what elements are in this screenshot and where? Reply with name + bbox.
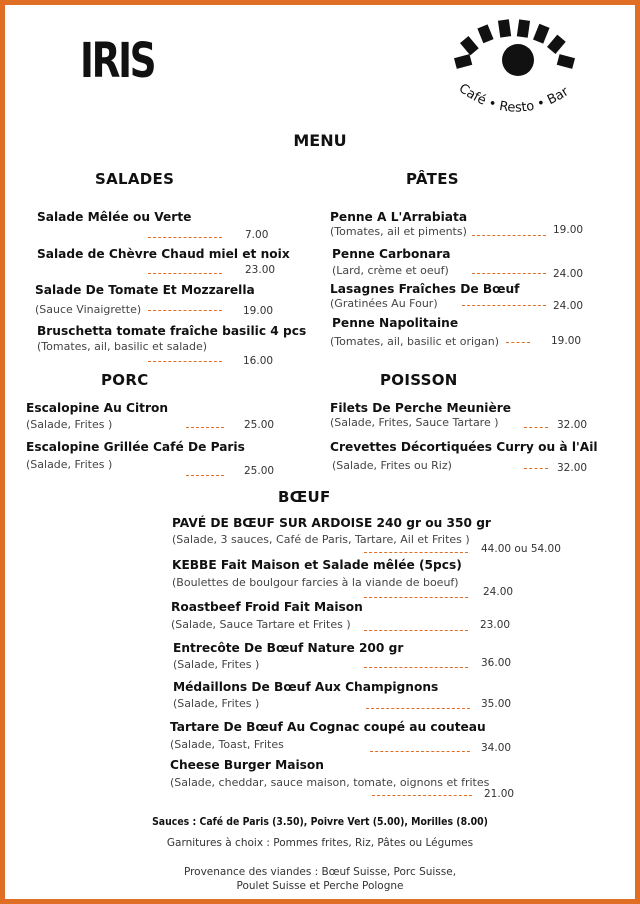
menu-item-price: 32.00 — [557, 419, 588, 431]
price-leader — [148, 361, 222, 362]
price-leader — [364, 630, 468, 631]
price-leader — [472, 273, 546, 274]
menu-item-name: PAVÉ DE BŒUF SUR ARDOISE 240 gr ou 350 gr — [172, 516, 491, 530]
menu-item-name: Penne A L'Arrabiata — [330, 210, 468, 224]
menu-item-price: 19.00 — [553, 224, 584, 236]
price-leader — [186, 475, 224, 476]
menu-item-name: Entrecôte De Bœuf Nature 200 gr — [173, 641, 404, 655]
menu-item-price: 25.00 — [244, 419, 275, 431]
provenance-note-line2: Poulet Suisse et Perche Pologne — [236, 880, 404, 892]
menu-item-desc: (Salade, Frites ) — [173, 697, 260, 710]
price-leader — [366, 708, 470, 709]
iris-logo — [450, 18, 590, 133]
menu-item-price: 36.00 — [481, 657, 512, 669]
price-leader — [148, 273, 222, 274]
menu-item-desc: (Sauce Vinaigrette) — [35, 303, 142, 316]
menu-item-desc: (Salade, Sauce Tartare et Frites ) — [171, 618, 351, 631]
menu-item-price: 7.00 — [245, 229, 269, 241]
menu-title: MENU — [293, 131, 347, 150]
menu-item-price: 23.00 — [245, 264, 276, 276]
garnitures-note: Garnitures à choix : Pommes frites, Riz, Pâtes ou Légumes — [166, 837, 474, 849]
menu-item-name: Penne Napolitaine — [332, 316, 459, 330]
price-leader — [364, 597, 468, 598]
price-leader — [524, 427, 548, 428]
menu-item-name: Escalopine Grillée Café De Paris — [26, 440, 245, 454]
menu-item-name: Salade de Chèvre Chaud miel et noix — [37, 247, 290, 261]
menu-item-name: Salade De Tomate Et Mozzarella — [35, 283, 255, 297]
price-leader — [372, 795, 472, 796]
menu-item-price: 19.00 — [551, 335, 582, 347]
menu-item-price: 24.00 — [483, 586, 514, 598]
price-leader — [472, 235, 546, 236]
menu-item-name: Lasagnes Fraîches De Bœuf — [330, 282, 520, 296]
menu-item-name: Penne Carbonara — [332, 247, 451, 261]
price-leader — [370, 751, 470, 752]
menu-item-desc: (Tomates, ail, basilic et salade) — [37, 340, 208, 353]
price-leader — [186, 427, 224, 428]
price-leader — [462, 305, 546, 306]
menu-item-price: 34.00 — [481, 742, 512, 754]
price-leader — [364, 552, 468, 553]
price-leader — [506, 342, 530, 343]
menu-item-name: Escalopine Au Citron — [26, 401, 169, 415]
menu-item-price: 19.00 — [243, 305, 274, 317]
menu-item-desc: (Salade, Toast, Frites — [170, 738, 284, 751]
menu-item-desc: (Salade, Frites ou Riz) — [332, 459, 452, 472]
menu-item-desc: (Tomates, ail et piments) — [330, 225, 467, 238]
menu-item-desc: (Salade, cheddar, sauce maison, tomate, oignons et frites — [170, 776, 490, 789]
section-title-porc: PORC — [101, 371, 149, 389]
menu-item-desc: (Salade, 3 sauces, Café de Paris, Tartare, Ail et Frites ) — [172, 533, 470, 546]
menu-item-name: Cheese Burger Maison — [170, 758, 324, 772]
menu-item-desc: (Lard, crème et oeuf) — [332, 264, 449, 277]
menu-item-price: 24.00 — [553, 300, 584, 312]
menu-item-name: Crevettes Décortiquées Curry ou à l'Ail — [330, 440, 598, 454]
brand-name: IRIS — [80, 33, 155, 89]
section-title-boeuf: BŒUF — [278, 488, 331, 506]
menu-item-name: Médaillons De Bœuf Aux Champignons — [173, 680, 439, 694]
menu-item-price: 16.00 — [243, 355, 274, 367]
menu-item-name: Salade Mêlée ou Verte — [37, 210, 192, 224]
price-leader — [524, 468, 548, 469]
menu-item-name: Bruschetta tomate fraîche basilic 4 pcs — [37, 324, 307, 338]
section-title-salades: SALADES — [95, 170, 175, 188]
price-leader — [148, 237, 222, 238]
menu-item-price: 35.00 — [481, 698, 512, 710]
menu-item-desc: (Salade, Frites ) — [26, 418, 113, 431]
menu-item-name: Roastbeef Froid Fait Maison — [171, 600, 363, 614]
menu-item-name: Tartare De Bœuf Au Cognac coupé au couteau — [170, 720, 486, 734]
section-title-pates: PÂTES — [406, 170, 459, 188]
menu-item-desc: (Salade, Frites ) — [26, 458, 113, 471]
menu-item-name: Filets De Perche Meunière — [330, 401, 511, 415]
menu-item-price: 25.00 — [244, 465, 275, 477]
menu-item-desc: (Salade, Frites, Sauce Tartare ) — [330, 416, 499, 429]
sauces-note: Sauces : Café de Paris (3.50), Poivre Vert (5.00), Morilles (8.00) — [152, 815, 488, 828]
menu-item-name: KEBBE Fait Maison et Salade mêlée (5pcs) — [172, 558, 462, 572]
menu-item-desc: (Tomates, ail, basilic et origan) — [330, 335, 500, 348]
menu-item-desc: (Salade, Frites ) — [173, 658, 260, 671]
provenance-note-line1: Provenance des viandes : Bœuf Suisse, Porc Suisse, — [183, 866, 457, 878]
menu-item-price: 24.00 — [553, 268, 584, 280]
menu-item-price: 21.00 — [484, 788, 515, 800]
menu-item-price: 44.00 ou 54.00 — [481, 543, 561, 555]
menu-item-price: 23.00 — [480, 619, 511, 631]
price-leader — [148, 310, 222, 311]
menu-item-desc: (Gratinées Au Four) — [330, 297, 438, 310]
menu-item-price: 32.00 — [557, 462, 588, 474]
section-title-poisson: POISSON — [380, 371, 458, 389]
menu-item-desc: (Boulettes de boulgour farcies à la viande de boeuf) — [172, 576, 459, 589]
price-leader — [364, 667, 468, 668]
brand-tagline: Café • Resto • Bar — [455, 81, 572, 116]
